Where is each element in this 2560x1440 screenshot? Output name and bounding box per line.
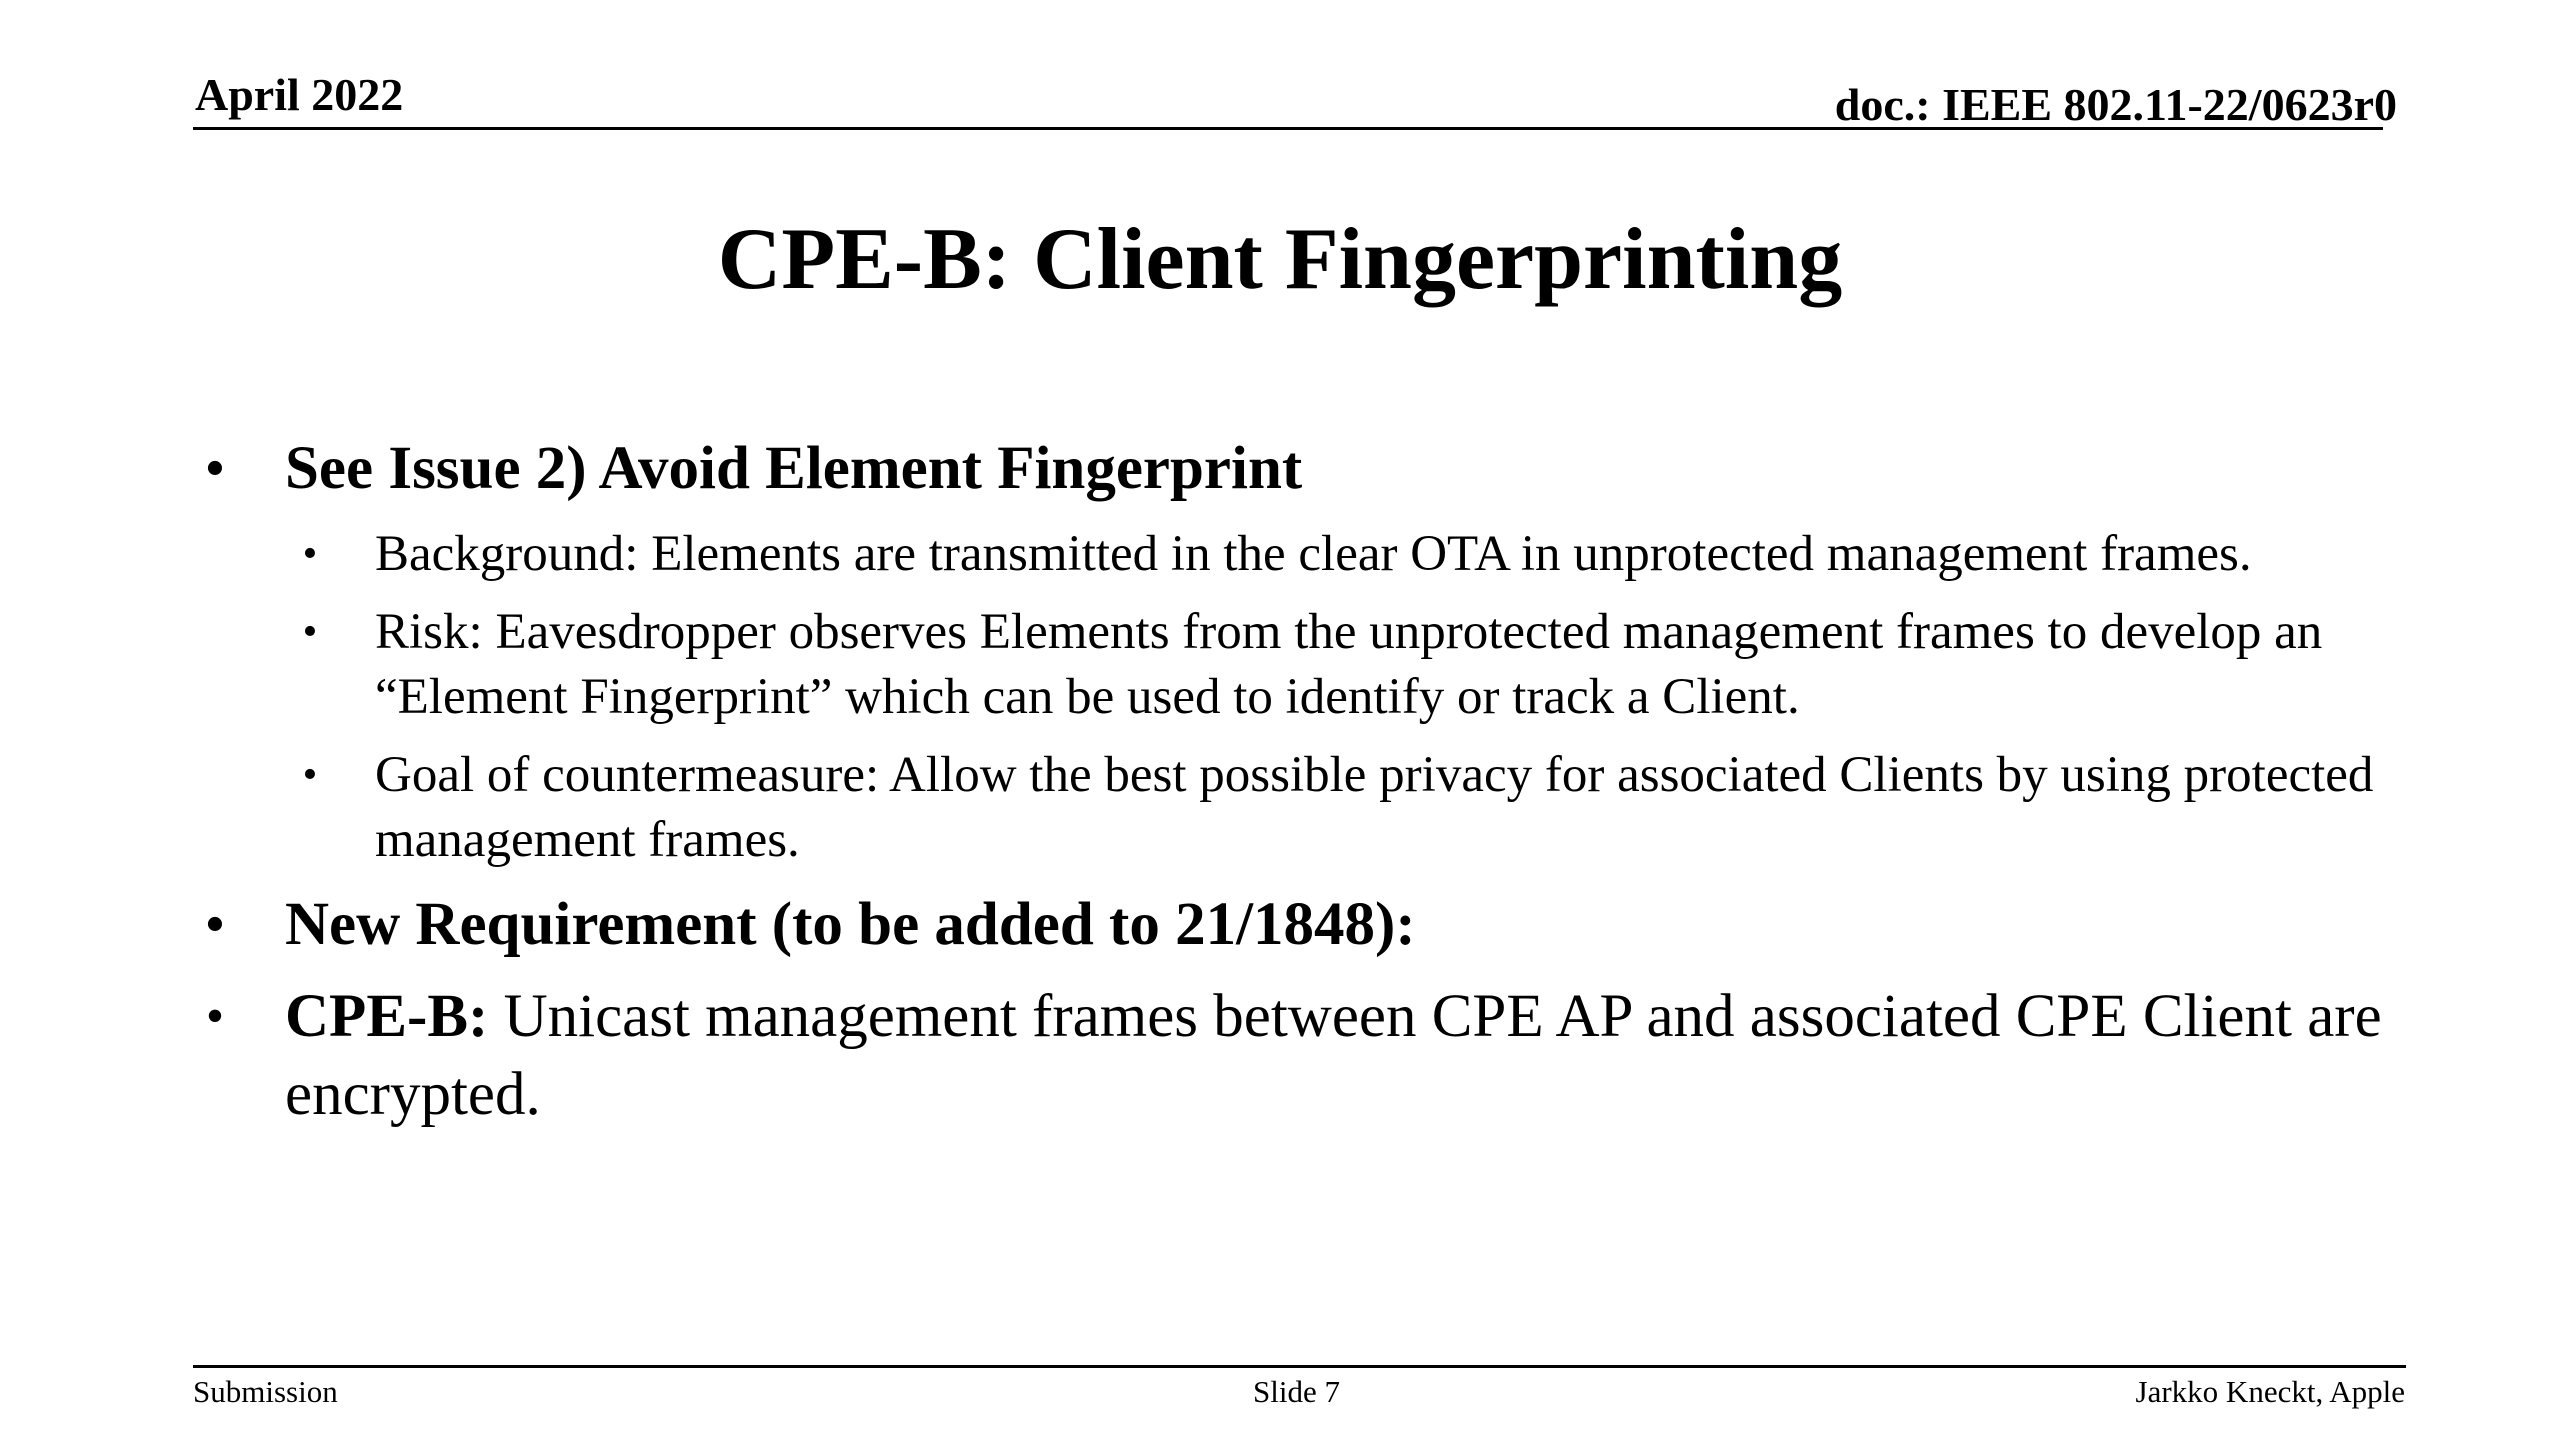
- bullet-cpe-b-requirement: [200, 978, 2430, 1134]
- header-divider: [193, 127, 2383, 130]
- bullet-new-requirement: [200, 886, 2430, 964]
- bullet-dot: •: [205, 440, 225, 497]
- bullet-text: New Requirement (to be added to 21/1848):: [285, 891, 1416, 958]
- bullet-text: See Issue 2) Avoid Element Fingerprint: [285, 435, 1303, 502]
- header-doc-id: doc.: IEEE 802.11-22/0623r0: [1834, 79, 2397, 130]
- footer-author: Jarkko Kneckt, Apple: [2135, 1374, 2405, 1409]
- footer-submission: Submission: [193, 1374, 338, 1409]
- bullet-dot: •: [302, 752, 318, 798]
- sub-bullet-goal: [290, 743, 2430, 873]
- bullet-dot: •: [302, 609, 318, 655]
- footer-divider: [193, 1365, 2406, 1368]
- header-date: April 2022: [195, 69, 404, 120]
- sub-bullet-background: [290, 522, 2430, 587]
- bullet-lead: CPE-B:: [285, 983, 489, 1050]
- sub-bullet-text: Risk: Eavesdropper observes Elements from the unprotected management frames to develop an “Element Fingerprint” which can be used to identify or track a Client.: [375, 604, 2323, 725]
- footer-slide-number: Slide 7: [1253, 1374, 1340, 1409]
- sub-bullet-risk: [290, 600, 2430, 730]
- sub-bullet-text: Goal of countermeasure: Allow the best possible privacy for associated Clients by using protected management frames.: [375, 747, 2374, 868]
- slide-title: CPE-B: Client Fingerprinting: [717, 211, 1843, 308]
- bullet-dot: •: [302, 531, 318, 577]
- sub-bullet-text: Background: Elements are transmitted in the clear OTA in unprotected management frames.: [375, 526, 2252, 582]
- bullet-dot: •: [205, 988, 225, 1045]
- bullet-issue-2: [200, 430, 2430, 508]
- bullet-text: Unicast management frames between CPE AP and associated CPE Client are encrypted.: [285, 983, 2382, 1128]
- slide-body: [200, 430, 2430, 1148]
- bullet-dot: •: [205, 896, 225, 953]
